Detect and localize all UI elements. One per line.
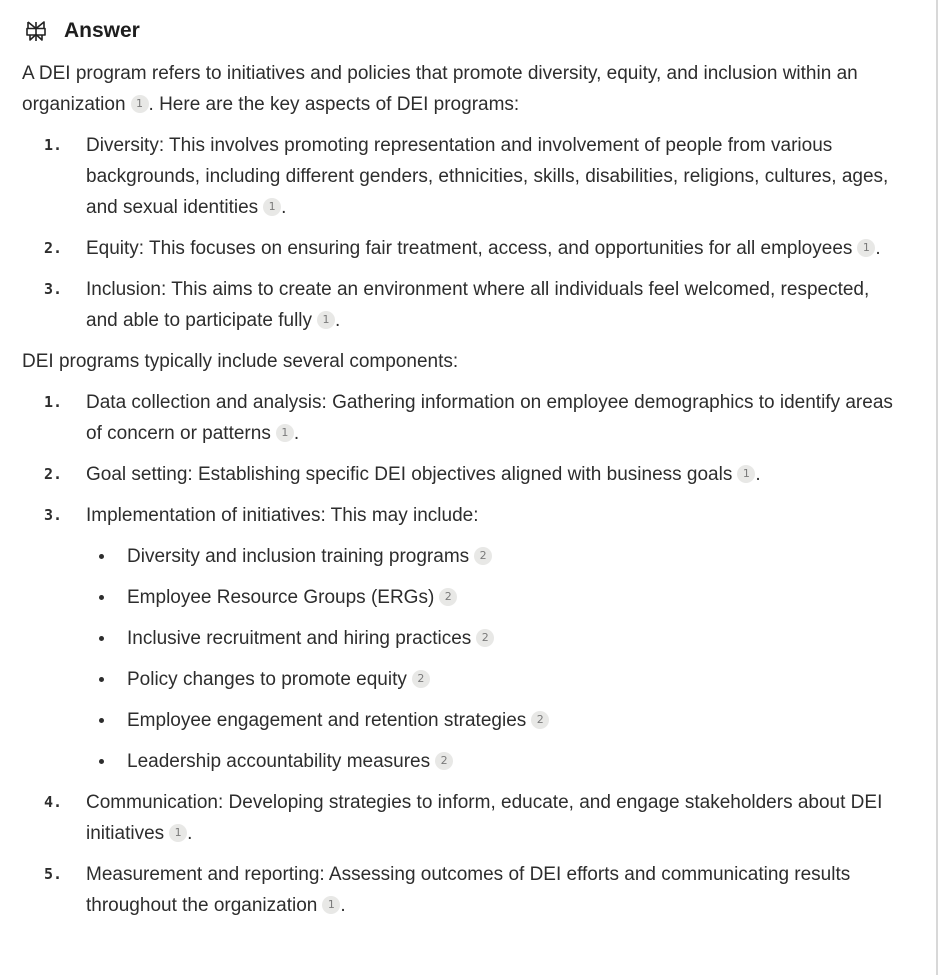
answer-header xyxy=(24,14,140,48)
bullet-dot xyxy=(99,718,104,723)
list-item-tail: . xyxy=(187,823,193,844)
intro-text-tail: . Here are the key aspects of DEI programs: xyxy=(148,94,520,115)
citation-badge[interactable]: 2 xyxy=(435,752,453,770)
list-item xyxy=(22,130,900,223)
list-number: 3. xyxy=(44,280,63,298)
bullet-item xyxy=(86,623,900,654)
list-item-tail: . xyxy=(335,310,341,331)
list-item xyxy=(22,274,900,336)
list-item xyxy=(22,459,900,490)
citation-badge[interactable]: 2 xyxy=(439,588,457,606)
components-intro: DEI programs typically include several components: xyxy=(22,351,459,372)
list-item-text: Data collection and analysis: Gathering information on employee demographics to identify areas of concern or patterns xyxy=(86,392,893,444)
citation-badge[interactable]: 1 xyxy=(322,896,340,914)
bullet-text: Diversity and inclusion training programs xyxy=(127,546,470,567)
list-item xyxy=(22,500,900,777)
citation-badge[interactable]: 1 xyxy=(737,465,755,483)
bullet-text: Employee Resource Groups (ERGs) xyxy=(127,587,435,608)
citation-badge[interactable]: 1 xyxy=(276,424,294,442)
aspects-list xyxy=(22,130,900,336)
bullet-text: Inclusive recruitment and hiring practices xyxy=(127,628,472,649)
window-edge xyxy=(936,0,938,975)
citation-badge[interactable]: 1 xyxy=(857,239,875,257)
list-number: 3. xyxy=(44,506,63,524)
bullet-dot xyxy=(99,595,104,600)
bullet-text: Policy changes to promote equity xyxy=(127,669,407,690)
bullet-item xyxy=(86,746,900,777)
perplexity-logo-icon xyxy=(24,19,48,43)
citation-badge[interactable]: 2 xyxy=(474,547,492,565)
list-item-tail: . xyxy=(875,238,881,259)
intro-text: A DEI program refers to initiatives and policies that promote diversity, equity, and inclusion within an organization xyxy=(22,63,858,115)
list-item xyxy=(22,787,900,849)
bullet-item xyxy=(86,664,900,695)
list-item-text: Inclusion: This aims to create an environment where all individuals feel welcomed, respected, and able to participate fully xyxy=(86,279,870,331)
intro-paragraph xyxy=(22,58,900,120)
citation-badge[interactable]: 2 xyxy=(476,629,494,647)
list-number: 2. xyxy=(44,465,63,483)
list-item-text: Diversity: This involves promoting representation and involvement of people from various backgrounds, including different genders, ethnicities, skills, disabilities, religions, cultures, ages, and sexual identities xyxy=(86,135,889,218)
list-number: 1. xyxy=(44,136,63,154)
bullet-dot xyxy=(99,759,104,764)
list-item-text: Measurement and reporting: Assessing outcomes of DEI efforts and communicating results throughout the organization xyxy=(86,864,851,916)
list-number: 4. xyxy=(44,793,63,811)
list-item-tail: . xyxy=(755,464,761,485)
bullet-text: Leadership accountability measures xyxy=(127,751,431,772)
bullet-item xyxy=(86,541,900,572)
list-item-tail: . xyxy=(293,423,300,444)
components-list xyxy=(22,387,900,921)
list-number: 2. xyxy=(44,239,63,257)
answer-body xyxy=(22,58,900,921)
citation-badge[interactable]: 1 xyxy=(131,95,149,113)
citation-badge[interactable]: 2 xyxy=(531,711,549,729)
list-item xyxy=(22,859,900,921)
citation-badge[interactable]: 1 xyxy=(263,198,281,216)
list-number: 5. xyxy=(44,865,63,883)
citation-badge[interactable]: 1 xyxy=(169,824,187,842)
list-item-tail: . xyxy=(281,197,287,218)
citation-badge[interactable]: 1 xyxy=(317,311,335,329)
citation-badge[interactable]: 2 xyxy=(412,670,430,688)
answer-title: Answer xyxy=(64,19,140,42)
list-item-tail: . xyxy=(340,895,346,916)
bullet-item xyxy=(86,582,900,613)
bullet-dot xyxy=(99,554,104,559)
list-item xyxy=(22,233,900,264)
bullet-item xyxy=(86,705,900,736)
list-number: 1. xyxy=(44,393,63,411)
list-item-text: Equity: This focuses on ensuring fair treatment, access, and opportunities for all employees xyxy=(86,238,853,259)
bullet-dot xyxy=(99,636,104,641)
list-item-text: Goal setting: Establishing specific DEI objectives aligned with business goals xyxy=(86,464,733,485)
list-item xyxy=(22,387,900,449)
bullet-text: Employee engagement and retention strategies xyxy=(127,710,527,731)
initiatives-list xyxy=(86,541,900,777)
bullet-dot xyxy=(99,677,104,682)
list-item-text: Communication: Developing strategies to inform, educate, and engage stakeholders about DEI initiatives xyxy=(86,792,883,844)
list-item-text: Implementation of initiatives: This may include: xyxy=(86,505,479,526)
